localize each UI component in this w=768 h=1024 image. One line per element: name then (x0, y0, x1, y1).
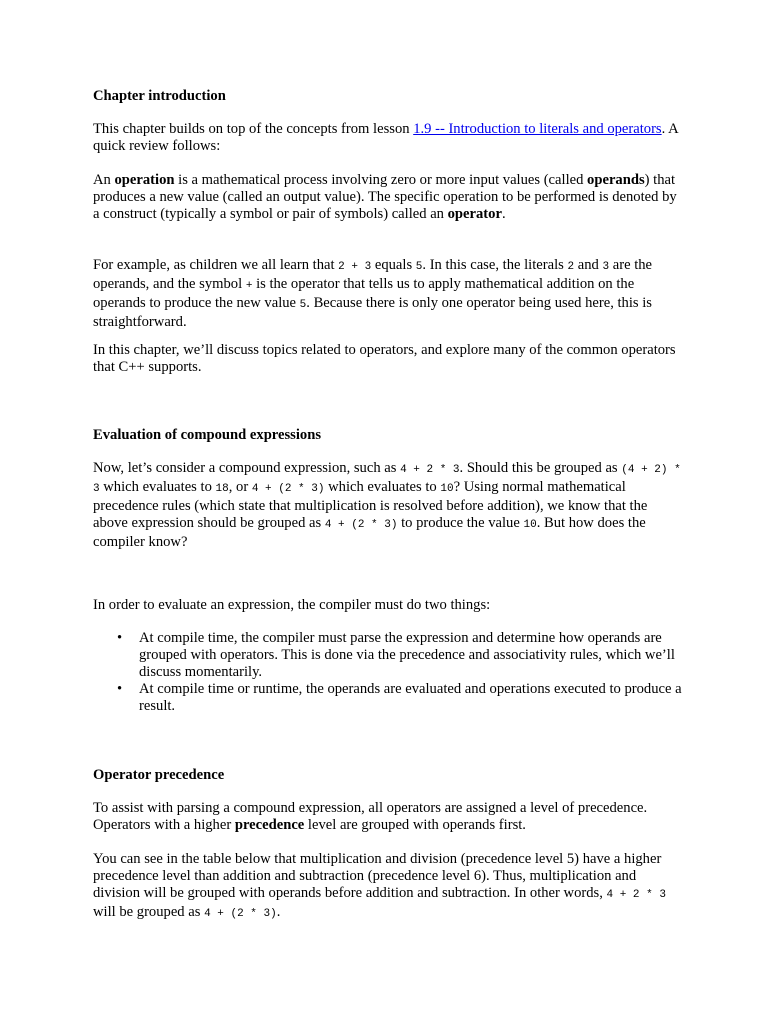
bold-term-precedence: precedence (234, 817, 305, 833)
code-snippet: 18 (215, 483, 229, 495)
text-run: is a mathematical process involving zero or more input values (called (174, 172, 588, 188)
text-run: . In this case, the literals (422, 257, 568, 273)
text-run: will be grouped as (93, 904, 205, 920)
compound-expressions-heading: Evaluation of compound expressions (93, 427, 322, 443)
text-run: and (574, 257, 603, 273)
text-run: are the operands, and the symbol (93, 257, 653, 292)
compiler-steps-list (115, 630, 709, 715)
text-run: ? Using normal mathematical precedence rules (which state that multiplication is resolved before addition), we know that the above expression should be grouped as (93, 479, 648, 531)
text-run: level are grouped with operands first. (304, 817, 526, 833)
text-run: An (93, 172, 115, 188)
text-run: Now, let’s consider a compound expression, such as (93, 460, 401, 476)
code-snippet: 5 (299, 299, 307, 311)
text-run: You can see in the table below that multiplication and division (precedence level 5) have a higher precedence level than addition and subtraction (precedence level 6). Thus, multiplication and division will be grouped with operands before addition and subtraction. In other words, (93, 851, 662, 901)
text-run: For example, as children we all learn that (93, 257, 339, 273)
code-snippet: 4 + 2 * 3 (400, 464, 460, 476)
text-run: To assist with parsing a compound expression, all operators are assigned a level of precedence. Operators with a higher (93, 800, 648, 833)
list-item-text: At compile time, the compiler must parse the expression and determine how operands are grouped with operators. This is done via the precedence and associativity rules, which we’ll discuss momentarily. (139, 630, 675, 680)
intro-paragraph-1 (93, 121, 683, 155)
text-run: . Should this be grouped as (459, 460, 622, 476)
code-snippet: 10 (523, 519, 537, 531)
code-snippet: 2 (567, 261, 575, 273)
text-run: . Because there is only one operator being used here, this is straightforward. (93, 295, 652, 330)
code-snippet: (4 + 2) * 3 (93, 464, 681, 495)
text-run: , or (228, 479, 252, 495)
chapter-introduction-heading: Chapter introduction (93, 88, 226, 104)
code-snippet: 4 + (2 * 3) (324, 519, 398, 531)
text-run: is the operator that tells us to apply mathematical addition on the operands to produce the new value (93, 276, 635, 311)
intro-paragraph-2 (93, 172, 683, 223)
text-run: which evaluates to (99, 479, 216, 495)
list-item-text: At compile time or runtime, the operands are evaluated and operations executed to produce a result. (139, 681, 682, 714)
bold-term-operands: operands (587, 172, 645, 188)
list-item (117, 630, 709, 681)
text-run: This chapter builds on top of the concepts from lesson (93, 121, 414, 137)
bold-term-operator: operator (447, 206, 502, 222)
text-run: ) that produces a new value (called an output value). The specific operation to be performed is denoted by a construct (typically a symbol or pair of symbols) called an (93, 172, 677, 222)
code-snippet: 2 + 3 (338, 261, 372, 273)
precedence-paragraph-2 (93, 851, 683, 923)
precedence-paragraph-1 (93, 800, 683, 834)
text-run: . A quick review follows: (93, 121, 678, 154)
code-snippet: 4 + (2 * 3) (251, 483, 325, 495)
intro-paragraph-3 (93, 257, 683, 331)
code-snippet: + (245, 280, 253, 292)
text-run: which evaluates to (324, 479, 441, 495)
operator-precedence-heading: Operator precedence (93, 767, 225, 783)
text-run: . (276, 904, 281, 920)
compound-paragraph-1 (93, 460, 683, 551)
code-snippet: 4 + (2 * 3) (204, 908, 277, 920)
lesson-link[interactable]: 1.9 -- Introduction to literals and operators (413, 121, 662, 137)
code-snippet: 5 (415, 261, 423, 273)
bold-term-operation: operation (114, 172, 175, 188)
bullet-marker: • (117, 630, 123, 646)
bullet-marker: • (117, 681, 123, 697)
list-item (117, 681, 709, 715)
text-run: to produce the value (397, 515, 524, 531)
text-run: . But how does the compiler know? (93, 515, 646, 550)
intro-paragraph-4: In this chapter, we’ll discuss topics related to operators, and explore many of the common operators that C++ supports. (93, 342, 676, 375)
code-snippet: 4 + 2 * 3 (606, 889, 666, 901)
text-run: . (501, 206, 506, 222)
text-run: equals (371, 257, 416, 273)
code-snippet: 3 (602, 261, 610, 273)
compound-paragraph-2: In order to evaluate an expression, the compiler must do two things: (93, 597, 491, 613)
code-snippet: 10 (440, 483, 454, 495)
